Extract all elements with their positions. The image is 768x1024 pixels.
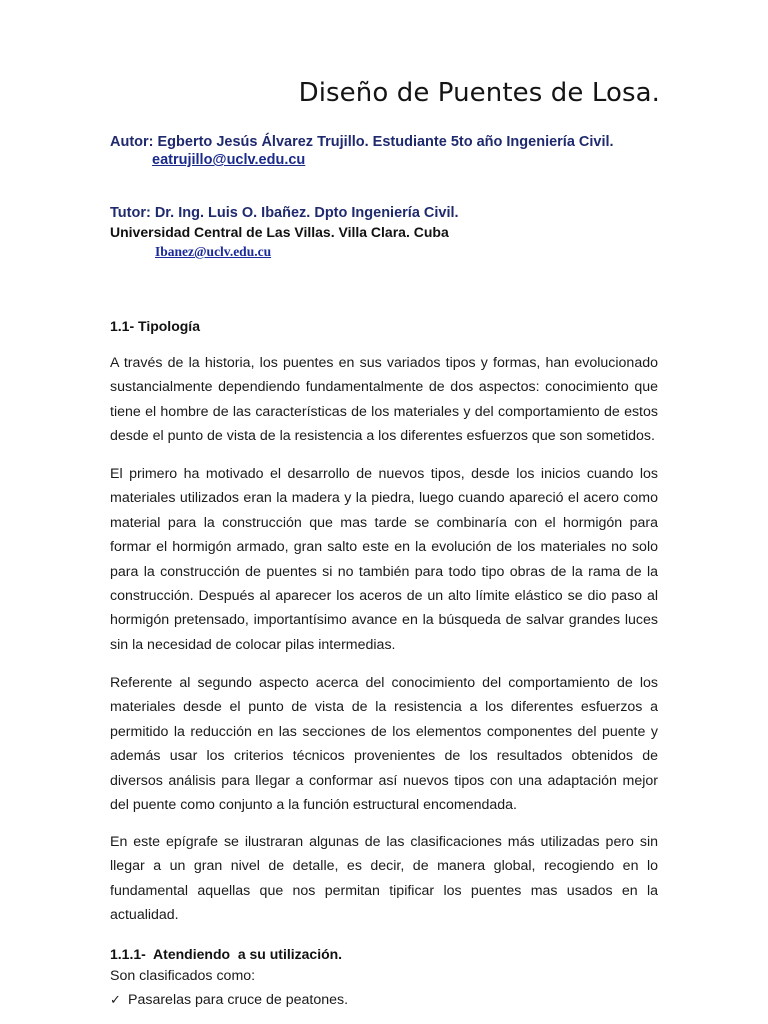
check-icon: ✓ (110, 993, 121, 1008)
paragraph: Referente al segundo aspecto acerca del conocimiento del comportamiento de los materiales desde el punto de vista de la resistencia a los diferentes esfuerzos a permitido la reducción en las secciones de los elementos componentes del puente y además usar los criterios técnicos provenientes de los resultados obtenidos de diversos análisis para llegar a conformar así nuevos tipos con una adaptación mejor del puente como conjunto a la función estructural encomendada. (110, 675, 658, 814)
paragraph: En este epígrafe se ilustraran algunas de las clasificaciones más utilizadas pero sin llegar a un gran nivel de detalle, es decir, de manera global, recogiendo en lo fundamental aquellas que nos permitan tipificar los puentes mas usados en la actualidad. (110, 834, 658, 924)
sub-heading: 1.1.1- Atendiendo a su utilización. (110, 946, 343, 962)
tutor-email-link[interactable]: Ibanez@uclv.edu.cu (155, 244, 272, 259)
list-item (110, 992, 348, 1008)
paragraph: El primero ha motivado el desarrollo de nuevos tipos, desde los inicios cuando los materiales utilizados eran la madera y la piedra, luego cuando apareció el acero como material para la construcción que mas tarde se combinaría con el hormigón para formar el hormigón armado, gran salto este en la evolución de los materiales no solo para la construcción de puentes si no también para todo tipo obras de la rama de la construcción. Después al aparecer los aceros de un alto límite elástico se dio paso al hormigón pretensado, importantísimo avance en la búsqueda de salvar grandes luces sin la necesidad de colocar pilas intermedias. (110, 466, 658, 653)
university-line: Universidad Central de Las Villas. Villa Clara. Cuba (110, 224, 449, 240)
list-item-text: Pasarelas para cruce de peatones. (128, 992, 349, 1008)
list-intro: Son clasificados como: (110, 968, 256, 984)
author-line: Autor: Egberto Jesús Álvarez Trujillo. Estudiante 5to año Ingeniería Civil. (110, 134, 614, 150)
author-email-link[interactable]: eatrujillo@uclv.edu.cu (152, 152, 306, 168)
tutor-line: Tutor: Dr. Ing. Luis O. Ibañez. Dpto Ingeniería Civil. (110, 205, 459, 221)
paragraph: A través de la historia, los puentes en sus variados tipos y formas, han evolucionado sustancialmente dependiendo fundamentalmente de dos aspectos: conocimiento que tiene el hombre de las características de los materiales y del comportamiento de estos desde el punto de vista de la resistencia a los diferentes esfuerzos que son sometidos. (110, 355, 658, 445)
section-heading: 1.1- Tipología (110, 318, 200, 334)
document-title: Diseño de Puentes de Losa. (298, 78, 660, 108)
